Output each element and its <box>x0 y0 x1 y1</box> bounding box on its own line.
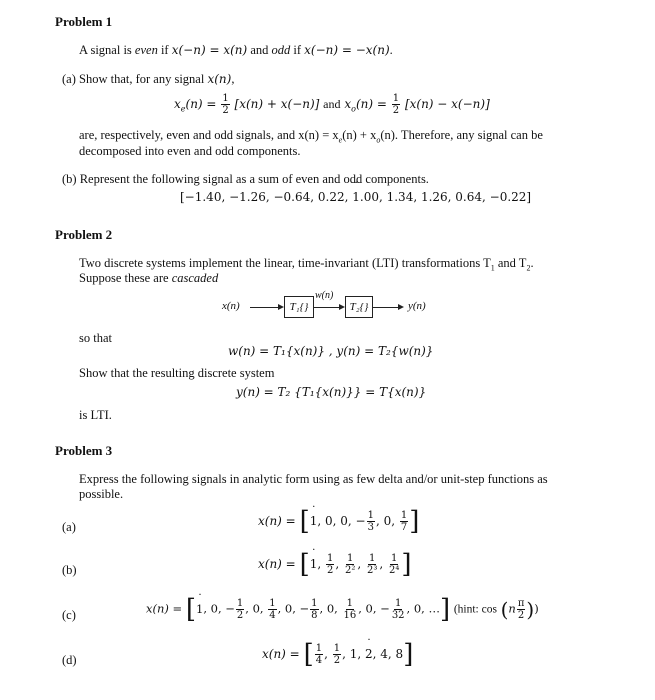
diagram-output-arrow <box>398 304 404 310</box>
diagram-mid-label: w(n) <box>315 290 334 301</box>
diagram-input-line <box>250 307 278 308</box>
problem-2-show-text: Show that the resulting discrete system <box>79 366 275 380</box>
diagram-output-label: y(n) <box>408 300 426 312</box>
part-d-equation: x(n) = [ $\frac{1}{4}$ , $\frac{1}{2}$ , 1, ˙ 2, 4, 8] <box>262 643 413 666</box>
diagram-box-t2: T₂{} <box>345 296 373 318</box>
part-a-label: (a) <box>62 520 76 534</box>
problem-2-text-line1: Two discrete systems implement the linear, time-invariant (LTI) transformations $T_1$ and $T_2$. <box>79 256 534 273</box>
problem-3-heading: Problem 3 <box>55 443 113 458</box>
problem-3-text-line2: possible. <box>79 487 124 501</box>
problem-1b-prompt: (b) Represent the following signal as a sum of even and odd components. <box>62 172 429 186</box>
part-d-label: (d) <box>62 653 77 667</box>
problem-2-so-that: so that <box>79 331 112 345</box>
problem-1a-text-line2: decomposed into even and odd components. <box>79 144 301 158</box>
problem-1a-equation: $x_e(n)$ = $\frac{1}{2}$ [x(n) + x(−n)] and $x_o(n)$ = $\frac{1}{2}$ [x(n) − x(−n)] <box>174 93 490 116</box>
problem-1b-signal: [−1.40, −1.26, −0.64, 0.22, ˙ 1.00, 1.34, 1.26, 0.64, −0.22] <box>180 190 531 204</box>
diagram-mid-line <box>313 307 339 308</box>
part-b-equation: x(n) = [˙ 1, $\frac{1}{2}$ , $\frac{1}{\text{2²}}$ , $\frac{1}{\text{2³}}$ , $\frac{1}{\text{2⁴}}$ ] <box>258 553 412 576</box>
problem-2-is-lti: is LTI. <box>79 408 112 422</box>
part-c-label: (c) <box>62 608 76 622</box>
part-c-equation: x(n) = [˙ 1, 0, − $\frac{1}{2}$ , 0, $\frac{1}{4}$ , 0, − $\frac{1}{8}$ , 0, $\frac{1}{16}$ , 0, − $\frac{1}{32}$ , 0, …] (hint: cos (n $\frac{\pi}{2}$ )) <box>146 598 539 621</box>
problem-2-heading: Problem 2 <box>55 227 113 242</box>
problem-2-text-line2: Suppose these are cascaded <box>79 271 219 285</box>
problem-2-equation-2: y(n) = T₂ {T₁{x(n)}} = T{x(n)} <box>236 385 427 399</box>
diagram-output-line <box>372 307 398 308</box>
part-a-equation: x(n) = [˙ 1, 0, 0, − $\frac{1}{3}$ , 0, $\frac{1}{7}$ ] <box>258 510 419 533</box>
diagram-input-label: x(n) <box>222 300 240 312</box>
problem-1a-text-line1: are, respectively, even and odd signals, and $x(n) = x_e(n) + x_o(n)$. Therefore, any signal can be <box>79 128 543 145</box>
problem-1a-prompt: (a) Show that, for any signal x(n), <box>62 72 235 86</box>
problem-2-equation-1: w(n) = T₁{x(n)} , y(n) = T₂{w(n)} <box>228 344 434 358</box>
problem-1-intro: A signal is even if x(−n) = x(n) and odd if x(−n) = −x(n). <box>79 43 393 57</box>
problem-3-text-line1: Express the following signals in analytic form using as few delta and/or unit-step functions as <box>79 472 548 486</box>
part-b-label: (b) <box>62 563 77 577</box>
problem-1-heading: Problem 1 <box>55 14 113 29</box>
diagram-box-t1: T₁{} <box>284 296 314 318</box>
